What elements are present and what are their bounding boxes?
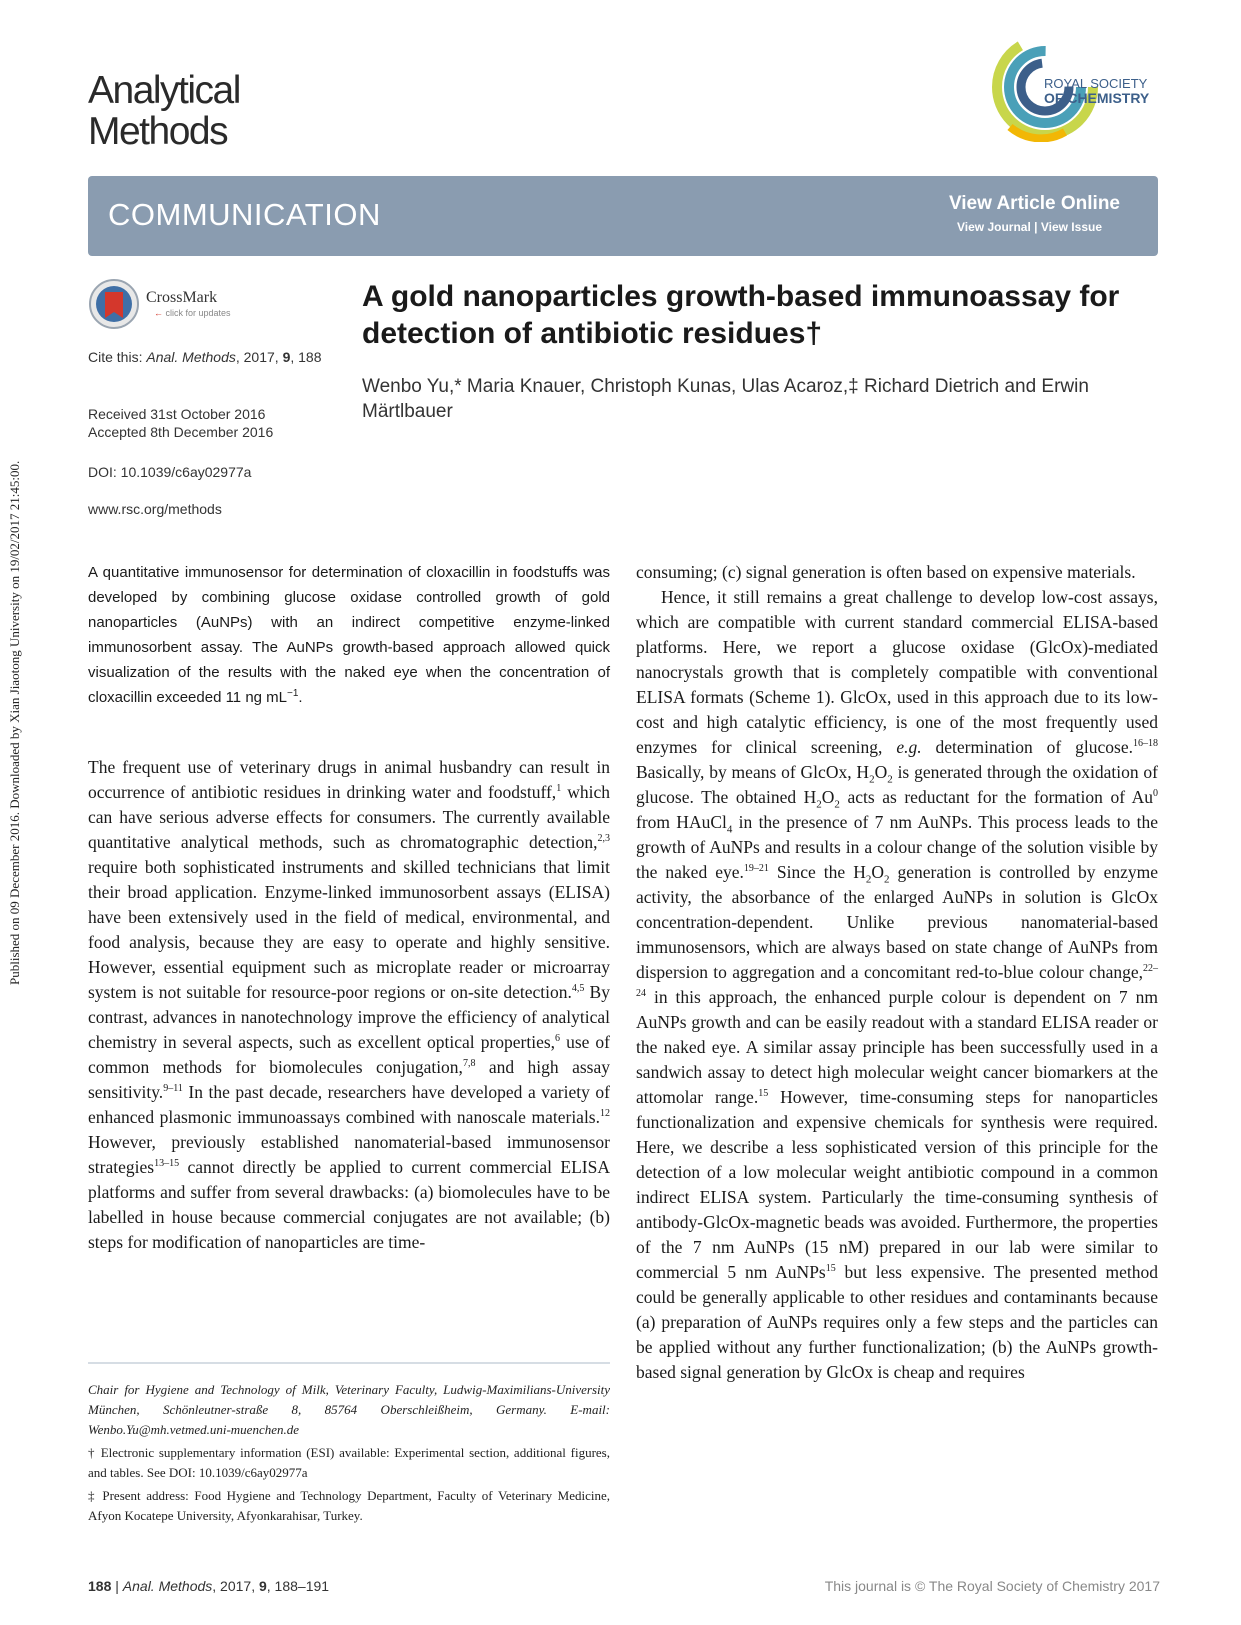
page-footer-citation — [88, 1578, 329, 1594]
text-run: O — [874, 762, 888, 782]
crossmark-arrow-icon: ← — [154, 308, 163, 318]
footer-volume: 9 — [258, 1578, 267, 1594]
text-run: cannot directly be applied to current commercial ELISA platforms and suffer from several drawbacks: (a) biomolecules have to be labelled in house because commercial conjugates are not available; (b) steps for modification of nanoparticles are time- — [88, 1157, 610, 1252]
text-run: in this approach, the enhanced purple colour is dependent on 7 nm AuNPs growth and can be easily readout with a standard ELISA reader or the naked eye. A similar assay principle has been successfully used in a sandwich assay to detect high molecular weight cancer biomarkers at the attomolar range. — [636, 987, 1158, 1107]
text-run: use of common methods for biomolecules conjugation, — [88, 1032, 610, 1077]
paragraph: consuming; (c) signal generation is often based on expensive materials. — [636, 562, 1136, 582]
subscript: 2 — [869, 773, 875, 786]
publisher-name-line2: OF CHEMISTRY — [1044, 90, 1150, 106]
text-run: but less expensive. The presented method could be generally applicable to other residues and contaminants because (a) preparation of AuNPs requires only a few steps and the particles can be applied without any further functionalization; (b) the AuNPs growth-based signal generation by GlcOx is cheap and requires — [636, 1262, 1158, 1382]
footnote-esi: † Electronic supplementary information (ESI) available: Experimental section, additional figures, and tables. See DOI: 10.1039/c6ay02977a — [88, 1445, 610, 1480]
accepted-date: Accepted 8th December 2016 — [88, 424, 274, 440]
text-run: Basically, by means of GlcOx, H — [636, 762, 870, 782]
text-run: By contrast, advances in nanotechnology improve the efficiency of analytical chemistry in several aspects, such as excellent optical properties, — [88, 982, 610, 1052]
page-number: 188 — [88, 1578, 112, 1594]
footer-year: , 2017, — [212, 1578, 259, 1594]
text-run: However, previously established nanomaterial-based immunosensor strategies — [88, 1132, 610, 1177]
footer-separator: | — [111, 1578, 123, 1594]
journal-title — [88, 70, 240, 152]
abstract-unit-power: −1 — [287, 688, 299, 699]
text-run: which can have serious adverse effects for consumers. The currently available quantitative analytical methods, such as chromatographic detection, — [88, 782, 610, 852]
article-title: A gold nanoparticles growth-based immunoassay for detection of antibiotic residues† — [362, 280, 1120, 350]
text-run: In the past decade, researchers have developed a variety of enhanced plasmonic immunoassays combined with nanoscale materials. — [88, 1082, 610, 1127]
text-run: Since the H — [768, 862, 866, 882]
citation-ref[interactable]: 1 — [556, 783, 562, 795]
subscript: 2 — [887, 773, 893, 786]
paragraph — [636, 585, 1158, 1385]
doi[interactable]: DOI: 10.1039/c6ay02977a — [88, 464, 252, 480]
cite-volume: 9 — [282, 349, 291, 365]
text-run: is generated through the oxidation of glucose. The obtained H — [636, 762, 1159, 807]
citation-ref[interactable]: 15 — [758, 1088, 769, 1100]
text-run: O — [871, 862, 884, 882]
subscript: 4 — [726, 823, 733, 836]
view-links — [957, 220, 1102, 234]
text-run: acts as reductant for the formation of Au — [839, 787, 1154, 807]
citation-ref[interactable]: 22–24 — [636, 963, 1158, 1000]
download-note-text: Published on 09 December 2016. Downloaded by Xian Jiaotong University on 19/02/2017 21:45:00. — [7, 460, 22, 985]
article-type-banner — [88, 176, 1158, 256]
citation-ref[interactable]: 16–18 — [1133, 738, 1158, 750]
text-run: e.g. — [896, 737, 922, 757]
paragraph — [88, 755, 610, 1255]
cite-page: , 188 — [290, 349, 322, 365]
view-links-separator: | — [1030, 220, 1041, 234]
view-article-online-link[interactable]: View Article Online — [948, 193, 1120, 214]
text-run: and high assay sensitivity. — [88, 1057, 610, 1102]
download-note — [7, 325, 27, 985]
journal-title-line2: Methods — [88, 110, 228, 153]
abstract-text: A quantitative immunosensor for determination of cloxacillin in foodstuffs was developed by combining glucose oxidase controlled growth of gold nanoparticles (AuNPs) with an indirect competitive enzyme-linked immunosorbent assay. The AuNPs growth-based approach allowed quick visualization of the results with the naked eye when the concentration of cloxacillin exceeded 11 ng mL — [88, 564, 610, 706]
subscript: 2 — [865, 873, 872, 886]
crossmark-subtitle — [154, 308, 231, 318]
footnotes — [88, 1380, 610, 1529]
citation-ref[interactable]: 6 — [555, 1033, 561, 1045]
subscript: 2 — [883, 873, 890, 886]
superscript: 0 — [1153, 788, 1159, 800]
subscript: 2 — [816, 798, 822, 811]
citation-ref[interactable]: 15 — [825, 1263, 836, 1275]
crossmark-subtitle-text: click for updates — [165, 308, 231, 318]
received-date: Received 31st October 2016 — [88, 406, 266, 422]
body-column-left — [88, 755, 610, 1255]
author-list: Wenbo Yu,* Maria Knauer, Christoph Kunas, Ulas Acaroz,‡ Richard Dietrich and Erwin Märtlbauer — [362, 376, 1089, 422]
footnote-affiliation: Chair for Hygiene and Technology of Milk, Veterinary Faculty, Ludwig-Maximilians-University München, Schönleutner-straße 8, 85764 Oberschleißheim, Germany. E-mail: Wenbo.Yu@mh.vetmed.uni-muenchen.de — [88, 1382, 610, 1437]
cite-year: , 2017, — [235, 349, 283, 365]
citation — [88, 348, 322, 366]
crossmark-badge[interactable] — [88, 278, 248, 332]
view-issue-link[interactable]: View Issue — [1040, 220, 1102, 234]
text-run: determination of glucose. — [921, 737, 1133, 757]
citation-ref[interactable]: 9–11 — [163, 1083, 183, 1095]
text-run: from HAuCl — [636, 812, 727, 832]
citation-ref[interactable]: 7,8 — [462, 1058, 476, 1070]
journal-title-line1: Analytical — [88, 69, 240, 112]
citation-ref[interactable]: 4,5 — [571, 983, 585, 995]
footer-pages: , 188–191 — [266, 1578, 330, 1594]
text-run: O — [821, 787, 835, 807]
publisher-name-line1: ROYAL SOCIETY — [1044, 76, 1148, 91]
text-run: generation is controlled by enzyme activity, the absorbance of the enlarged AuNPs in solution is GlcOx concentration-dependent. Unlike previous nanomaterial-based immunosensors, which are always based on state change of AuNPs from dispersion to aggregation and a concomitant red-to-blue colour change, — [636, 862, 1158, 982]
citation-ref[interactable]: 2,3 — [597, 833, 610, 845]
article-type-label: COMMUNICATION — [108, 197, 381, 232]
copyright-notice: This journal is © The Royal Society of Chemistry 2017 — [824, 1578, 1160, 1594]
abstract — [88, 560, 610, 710]
journal-url[interactable]: www.rsc.org/methods — [88, 501, 222, 517]
cite-journal: Anal. Methods — [146, 349, 236, 365]
body-column-right — [636, 560, 1158, 1385]
subscript: 2 — [834, 798, 840, 811]
citation-ref[interactable]: 12 — [600, 1108, 610, 1120]
view-journal-link[interactable]: View Journal — [957, 220, 1031, 234]
text-run: Hence, it still remains a great challenge to develop low-cost assays, which are compatible with current standard commercial ELISA-based platforms. Here, we report a glucose oxidase (GlcOx)-mediated nanocrystals growth that is completely compatible with conventional ELISA formats (Scheme 1). GlcOx, used in this approach due to its low-cost and high catalytic efficiency, is one of the most frequently used enzymes for clinical screening, — [636, 587, 1158, 757]
cite-prefix: Cite this: — [88, 349, 147, 365]
citation-ref[interactable]: 13–15 — [154, 1158, 180, 1170]
crossmark-title: CrossMark — [146, 289, 218, 306]
publisher-name — [1044, 76, 1149, 106]
text-run: However, time-consuming steps for nanoparticles functionalization and expensive chemicals for synthesis were required. Here, we describe a less sophisticated version of this principle for the detection of a low molecular weight antibiotic compound in a common indirect ELISA system. Particularly the time-consuming synthesis of antibody-GlcOx-magnetic beads was avoided. Furthermore, the properties of the 7 nm AuNPs (15 nM) prepared in our lab were similar to commercial 5 nm AuNPs — [636, 1087, 1158, 1282]
footer-journal: Anal. Methods — [122, 1578, 213, 1594]
footnote-divider — [88, 1362, 610, 1364]
text-run: require both sophisticated instruments and skilled technicians that limit their broad application. Enzyme-linked immunosorbent assays (ELISA) have been extensively used in the field of medical, environmental, and food analysis, because they are easy to operate and highly sensitive. However, essential equipment such as microplate reader or microarray system is not suitable for resource-poor regions or on-site detection. — [88, 857, 610, 1002]
citation-ref[interactable]: 19–21 — [743, 863, 769, 875]
footnote-present-address: ‡ Present address: Food Hygiene and Technology Department, Faculty of Veterinary Medicine, Afyon Kocatepe University, Afyonkarahisar, Turkey. — [88, 1488, 610, 1523]
text-run: The frequent use of veterinary drugs in animal husbandry can result in occurrence of antibiotic residues in drinking water and foodstuff, — [88, 757, 610, 802]
crossmark-icon — [88, 278, 140, 330]
text-run: in the presence of 7 nm AuNPs. This process leads to the growth of AuNPs and results in a colour change of the solution visible by the naked eye. — [636, 812, 1158, 882]
abstract-end: . — [298, 689, 303, 706]
